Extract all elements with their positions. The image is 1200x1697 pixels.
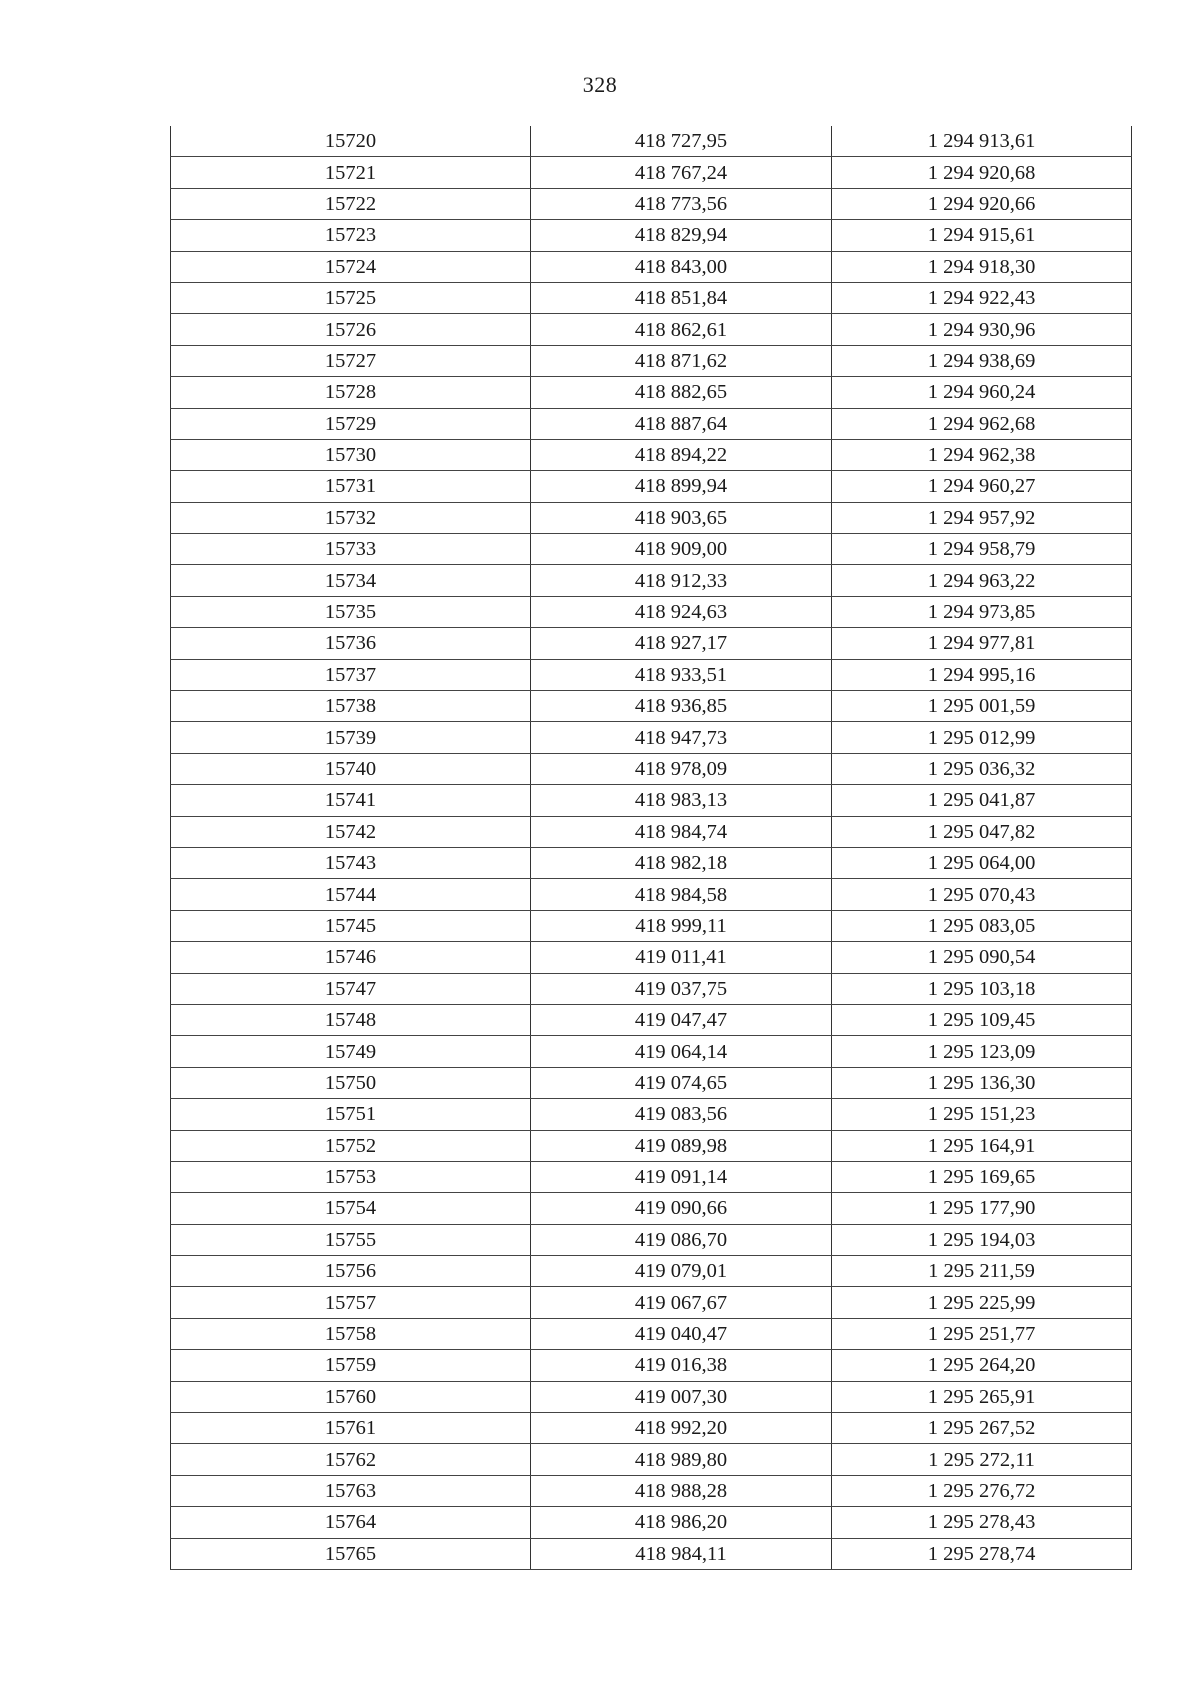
point-number-cell: 15741 [171,785,531,816]
y-coordinate-cell: 1 295 276,72 [832,1475,1132,1506]
point-number-cell: 15758 [171,1318,531,1349]
point-number-cell: 15755 [171,1224,531,1255]
x-coordinate-cell: 418 978,09 [531,753,832,784]
x-coordinate-cell: 418 894,22 [531,439,832,470]
table-row [171,1381,1132,1412]
x-coordinate-cell: 419 016,38 [531,1350,832,1381]
table-row [171,1099,1132,1130]
x-coordinate-cell: 418 773,56 [531,188,832,219]
x-coordinate-cell: 418 843,00 [531,251,832,282]
y-coordinate-cell: 1 294 915,61 [832,220,1132,251]
x-coordinate-cell: 418 988,28 [531,1475,832,1506]
point-number-cell: 15742 [171,816,531,847]
y-coordinate-cell: 1 295 083,05 [832,910,1132,941]
table-row [171,126,1132,157]
point-number-cell: 15762 [171,1444,531,1475]
x-coordinate-cell: 418 984,74 [531,816,832,847]
table-row [171,188,1132,219]
x-coordinate-cell: 418 767,24 [531,157,832,188]
x-coordinate-cell: 418 871,62 [531,345,832,376]
y-coordinate-cell: 1 295 070,43 [832,879,1132,910]
y-coordinate-cell: 1 294 962,68 [832,408,1132,439]
y-coordinate-cell: 1 294 920,66 [832,188,1132,219]
table-row [171,1413,1132,1444]
x-coordinate-cell: 418 862,61 [531,314,832,345]
y-coordinate-cell: 1 295 194,03 [832,1224,1132,1255]
y-coordinate-cell: 1 294 973,85 [832,596,1132,627]
x-coordinate-cell: 419 079,01 [531,1256,832,1287]
x-coordinate-cell: 419 064,14 [531,1036,832,1067]
x-coordinate-cell: 418 947,73 [531,722,832,753]
point-number-cell: 15744 [171,879,531,910]
y-coordinate-cell: 1 295 047,82 [832,816,1132,847]
point-number-cell: 15760 [171,1381,531,1412]
y-coordinate-cell: 1 295 090,54 [832,942,1132,973]
table-row [171,691,1132,722]
x-coordinate-cell: 418 984,11 [531,1538,832,1569]
y-coordinate-cell: 1 294 958,79 [832,534,1132,565]
x-coordinate-cell: 418 989,80 [531,1444,832,1475]
y-coordinate-cell: 1 295 136,30 [832,1067,1132,1098]
table-row [171,1161,1132,1192]
x-coordinate-cell: 418 882,65 [531,377,832,408]
y-coordinate-cell: 1 295 036,32 [832,753,1132,784]
y-coordinate-cell: 1 294 960,27 [832,471,1132,502]
table-row [171,251,1132,282]
table-row [171,1444,1132,1475]
table-row [171,408,1132,439]
x-coordinate-cell: 418 851,84 [531,282,832,313]
x-coordinate-cell: 419 091,14 [531,1161,832,1192]
table-row [171,847,1132,878]
x-coordinate-cell: 419 037,75 [531,973,832,1004]
x-coordinate-cell: 418 986,20 [531,1507,832,1538]
point-number-cell: 15753 [171,1161,531,1192]
y-coordinate-cell: 1 295 109,45 [832,1004,1132,1035]
y-coordinate-cell: 1 295 272,11 [832,1444,1132,1475]
point-number-cell: 15725 [171,282,531,313]
y-coordinate-cell: 1 295 012,99 [832,722,1132,753]
y-coordinate-cell: 1 295 164,91 [832,1130,1132,1161]
point-number-cell: 15726 [171,314,531,345]
table-row [171,377,1132,408]
y-coordinate-cell: 1 295 064,00 [832,847,1132,878]
table-row [171,220,1132,251]
point-number-cell: 15761 [171,1413,531,1444]
table-row [171,722,1132,753]
point-number-cell: 15749 [171,1036,531,1067]
point-number-cell: 15723 [171,220,531,251]
y-coordinate-cell: 1 295 278,74 [832,1538,1132,1569]
y-coordinate-cell: 1 294 930,96 [832,314,1132,345]
point-number-cell: 15750 [171,1067,531,1098]
table-row [171,596,1132,627]
x-coordinate-cell: 418 909,00 [531,534,832,565]
y-coordinate-cell: 1 295 001,59 [832,691,1132,722]
x-coordinate-cell: 419 074,65 [531,1067,832,1098]
x-coordinate-cell: 419 040,47 [531,1318,832,1349]
table-row [171,345,1132,376]
x-coordinate-cell: 418 936,85 [531,691,832,722]
y-coordinate-cell: 1 295 177,90 [832,1193,1132,1224]
point-number-cell: 15748 [171,1004,531,1035]
x-coordinate-cell: 418 903,65 [531,502,832,533]
y-coordinate-cell: 1 294 938,69 [832,345,1132,376]
table-row [171,1507,1132,1538]
y-coordinate-cell: 1 295 264,20 [832,1350,1132,1381]
table-row [171,659,1132,690]
point-number-cell: 15759 [171,1350,531,1381]
point-number-cell: 15763 [171,1475,531,1506]
table-row [171,534,1132,565]
table-row [171,502,1132,533]
y-coordinate-cell: 1 295 278,43 [832,1507,1132,1538]
x-coordinate-cell: 418 927,17 [531,628,832,659]
x-coordinate-cell: 418 983,13 [531,785,832,816]
table-row [171,1538,1132,1569]
coordinates-table [170,126,1132,1570]
table-row [171,1256,1132,1287]
y-coordinate-cell: 1 294 995,16 [832,659,1132,690]
table-row [171,753,1132,784]
table-row [171,157,1132,188]
point-number-cell: 15765 [171,1538,531,1569]
y-coordinate-cell: 1 295 225,99 [832,1287,1132,1318]
table-row [171,1318,1132,1349]
x-coordinate-cell: 418 727,95 [531,126,832,157]
point-number-cell: 15734 [171,565,531,596]
x-coordinate-cell: 419 047,47 [531,1004,832,1035]
x-coordinate-cell: 418 887,64 [531,408,832,439]
point-number-cell: 15751 [171,1099,531,1130]
point-number-cell: 15722 [171,188,531,219]
table-row [171,314,1132,345]
point-number-cell: 15745 [171,910,531,941]
page-number: 328 [582,72,618,97]
y-coordinate-cell: 1 295 151,23 [832,1099,1132,1130]
table-row [171,1350,1132,1381]
table-row [171,1475,1132,1506]
table-row [171,816,1132,847]
table-row [171,1036,1132,1067]
x-coordinate-cell: 419 011,41 [531,942,832,973]
point-number-cell: 15743 [171,847,531,878]
table-row [171,1193,1132,1224]
point-number-cell: 15729 [171,408,531,439]
x-coordinate-cell: 419 007,30 [531,1381,832,1412]
point-number-cell: 15724 [171,251,531,282]
point-number-cell: 15764 [171,1507,531,1538]
point-number-cell: 15738 [171,691,531,722]
point-number-cell: 15757 [171,1287,531,1318]
y-coordinate-cell: 1 295 123,09 [832,1036,1132,1067]
point-number-cell: 15733 [171,534,531,565]
x-coordinate-cell: 418 933,51 [531,659,832,690]
x-coordinate-cell: 418 924,63 [531,596,832,627]
point-number-cell: 15731 [171,471,531,502]
x-coordinate-cell: 418 982,18 [531,847,832,878]
point-number-cell: 15728 [171,377,531,408]
table-row [171,628,1132,659]
table-row [171,879,1132,910]
x-coordinate-cell: 418 992,20 [531,1413,832,1444]
y-coordinate-cell: 1 294 957,92 [832,502,1132,533]
y-coordinate-cell: 1 294 920,68 [832,157,1132,188]
table-row [171,471,1132,502]
table-row [171,439,1132,470]
table-row [171,910,1132,941]
point-number-cell: 15752 [171,1130,531,1161]
y-coordinate-cell: 1 294 918,30 [832,251,1132,282]
y-coordinate-cell: 1 295 169,65 [832,1161,1132,1192]
table-row [171,1287,1132,1318]
table-row [171,1224,1132,1255]
point-number-cell: 15730 [171,439,531,470]
y-coordinate-cell: 1 295 041,87 [832,785,1132,816]
table-row [171,1130,1132,1161]
x-coordinate-cell: 419 089,98 [531,1130,832,1161]
point-number-cell: 15732 [171,502,531,533]
x-coordinate-cell: 419 086,70 [531,1224,832,1255]
y-coordinate-cell: 1 295 265,91 [832,1381,1132,1412]
point-number-cell: 15737 [171,659,531,690]
point-number-cell: 15747 [171,973,531,1004]
table-row [171,1067,1132,1098]
y-coordinate-cell: 1 294 977,81 [832,628,1132,659]
point-number-cell: 15720 [171,126,531,157]
y-coordinate-cell: 1 295 103,18 [832,973,1132,1004]
x-coordinate-cell: 419 090,66 [531,1193,832,1224]
table-row [171,785,1132,816]
y-coordinate-cell: 1 294 962,38 [832,439,1132,470]
point-number-cell: 15739 [171,722,531,753]
x-coordinate-cell: 419 067,67 [531,1287,832,1318]
table-row [171,1004,1132,1035]
point-number-cell: 15721 [171,157,531,188]
x-coordinate-cell: 418 829,94 [531,220,832,251]
x-coordinate-cell: 419 083,56 [531,1099,832,1130]
x-coordinate-cell: 418 899,94 [531,471,832,502]
y-coordinate-cell: 1 294 963,22 [832,565,1132,596]
table-row [171,973,1132,1004]
y-coordinate-cell: 1 295 211,59 [832,1256,1132,1287]
y-coordinate-cell: 1 294 960,24 [832,377,1132,408]
table-row [171,942,1132,973]
point-number-cell: 15727 [171,345,531,376]
y-coordinate-cell: 1 294 922,43 [832,282,1132,313]
point-number-cell: 15735 [171,596,531,627]
x-coordinate-cell: 418 984,58 [531,879,832,910]
coordinates-table-body [171,126,1132,1569]
point-number-cell: 15754 [171,1193,531,1224]
table-row [171,565,1132,596]
y-coordinate-cell: 1 295 251,77 [832,1318,1132,1349]
point-number-cell: 15746 [171,942,531,973]
point-number-cell: 15756 [171,1256,531,1287]
y-coordinate-cell: 1 295 267,52 [832,1413,1132,1444]
point-number-cell: 15736 [171,628,531,659]
x-coordinate-cell: 418 999,11 [531,910,832,941]
point-number-cell: 15740 [171,753,531,784]
y-coordinate-cell: 1 294 913,61 [832,126,1132,157]
table-row [171,282,1132,313]
x-coordinate-cell: 418 912,33 [531,565,832,596]
